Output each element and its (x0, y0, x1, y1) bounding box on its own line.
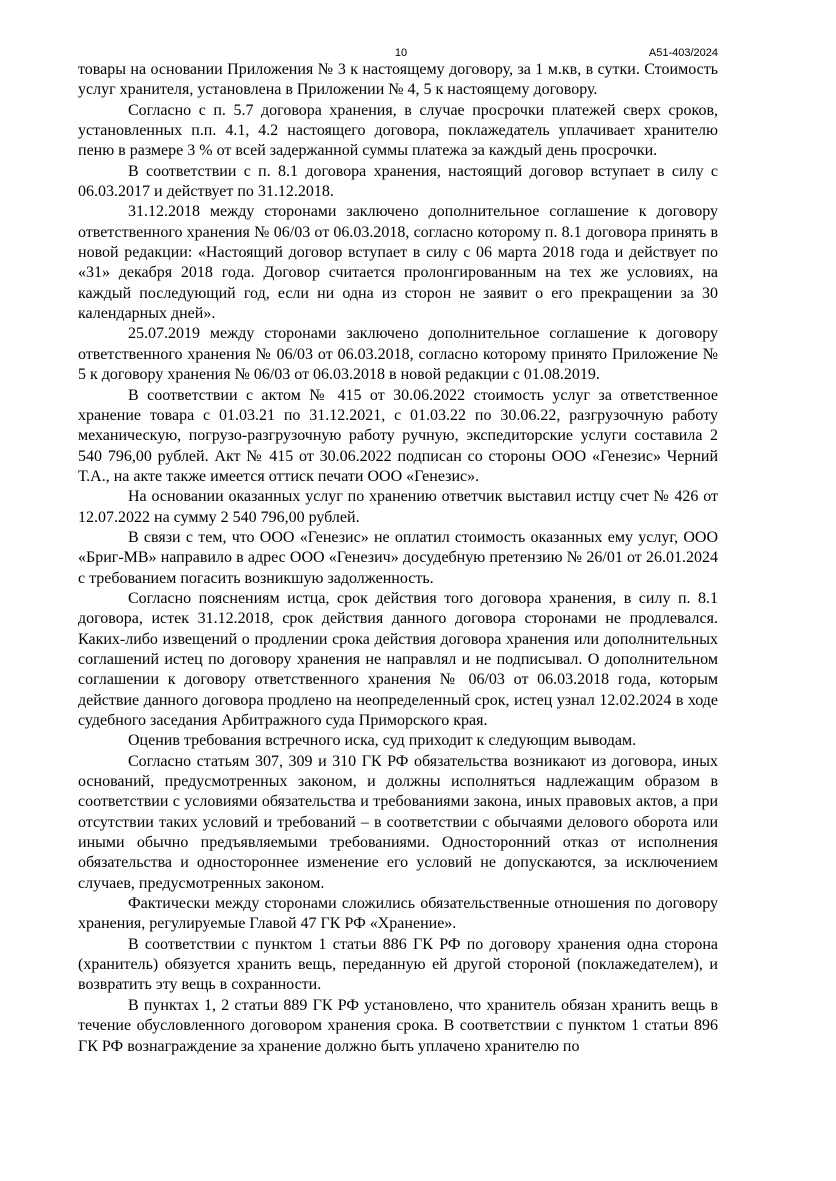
paragraph-supplementary-agreement-2019: 25.07.2019 между сторонами заключено дополнительное соглашение к договору ответственного хранения № 06/03 от 06.03.2018, согласно которому принято Приложение № 5 к договору хранения № 06/03 от 06.03.2018 в новой редакции с 01.08.2019. (78, 325, 718, 384)
paragraph-obligations-law: Согласно статьям 307, 309 и 310 ГК РФ обязательства возникают из договора, иных оснований, предусмотренных законом, и должны исполняться надлежащим образом в соответствии с условиями обязательства и требованиями закона, иных правовых актов, а при отсутствии таких условий и требований – в соответствии с обычаями делового оборота или иными обычно предъявляемыми требованиями. Односторонний отказ от исполнения обязательства и одностороннее изменение его условий не допускаются, за исключением случаев, предусмотренных законом. (78, 752, 718, 892)
paragraph-penalty: Согласно с п. 5.7 договора хранения, в случае просрочки платежей сверх сроков, установленных п.п. 4.1, 4.2 настоящего договора, поклажедатель уплачивает хранителю пеню в размере 3 % от всей задержанной суммы платежа за каждый день просрочки. (78, 101, 718, 160)
paragraph-invoice: На основании оказанных услуг по хранению ответчик выставил истцу счет № 426 от 12.07.2022 на сумму 2 540 796,00 рублей. (78, 488, 718, 526)
paragraph-article-889: В пунктах 1, 2 статьи 889 ГК РФ установлено, что хранитель обязан хранить вещь в течение обусловленного договором хранения срока. В соответствии с пунктом 1 статьи 896 ГК РФ вознаграждение за хранение должно быть уплачено хранителю по (78, 996, 718, 1055)
paragraph-article-886: В соответствии с пунктом 1 статьи 886 ГК РФ по договору хранения одна сторона (хранитель) обязуется хранить вещь, переданную ей другой стороной (поклажедателем), и возвратить эту вещь в сохранности. (78, 935, 718, 994)
paragraph-storage-relations: Фактически между сторонами сложились обязательственные отношения по договору хранения, регулируемые Главой 47 ГК РФ «Хранение». (78, 895, 718, 933)
paragraph-continuation: товары на основании Приложения № 3 к настоящему договору, за 1 м.кв, в сутки. Стоимость услуг хранителя, установлена в Приложении № 4, 5 к настоящему договору. (78, 61, 718, 99)
paragraph-supplementary-agreement-2018: 31.12.2018 между сторонами заключено дополнительное соглашение к договору ответственного хранения № 06/03 от 06.03.2018, согласно которому п. 8.1 договора принять в новой редакции: «Настоящий договор вступает в силу с 06 марта 2018 года и действует по «31» декабря 2018 года. Договор считается пролонгированным на тех же условиях, на каждый последующий год, если ни одна из сторон не заявит о его прекращении за 30 календарных дней». (78, 203, 718, 323)
paragraph-court-assessment: Оценив требования встречного иска, суд приходит к следующим выводам. (128, 732, 637, 750)
paragraph-claim: В связи с тем, что ООО «Генезис» не оплатил стоимость оказанных ему услуг, ООО «Бриг-МВ» направило в адрес ООО «Генезич» досудебную претензию № 26/01 от 26.01.2024 с требованием погасить возникшую задолженность. (78, 528, 718, 587)
case-number: А51-403/2024 (648, 47, 718, 59)
paragraph-contract-term: В соответствии с п. 8.1 договора хранения, настоящий договор вступает в силу с 06.03.2017 и действует по 31.12.2018. (78, 162, 718, 201)
paragraph-plaintiff-explanation: Согласно пояснениям истца, срок действия того договора хранения, в силу п. 8.1 договора, истек 31.12.2018, срок действия данного договора сторонами не продлевался. Каких-либо извещений о продлении срока действия договора хранения или дополнительных соглашений истец по договору хранения не направлял и не подписывал. О дополнительном соглашении к договору ответственного хранения № 06/03 от 06.03.2018 года, которым действие данного договора продлено на неопределенный срок, истец узнал 12.02.2024 в ходе судебного заседания Арбитражного суда Приморского края. (78, 589, 718, 729)
document-body (78, 60, 718, 1057)
page-number: 10 (394, 47, 408, 59)
paragraph-act-415: В соответствии с актом № 415 от 30.06.2022 стоимость услуг за ответственное хранение товара с 01.03.21 по 31.12.2021, с 01.03.22 по 30.06.22, разгрузочную работу механическую, погрузо-разгрузочную работу ручную, экспедиторские услуги составила 2 540 796,00 рублей. Акт № 415 от 30.06.2022 подписан со стороны ООО «Генезис» Черний Т.А., на акте также имеется оттиск печати ООО «Генезис». (78, 386, 718, 485)
